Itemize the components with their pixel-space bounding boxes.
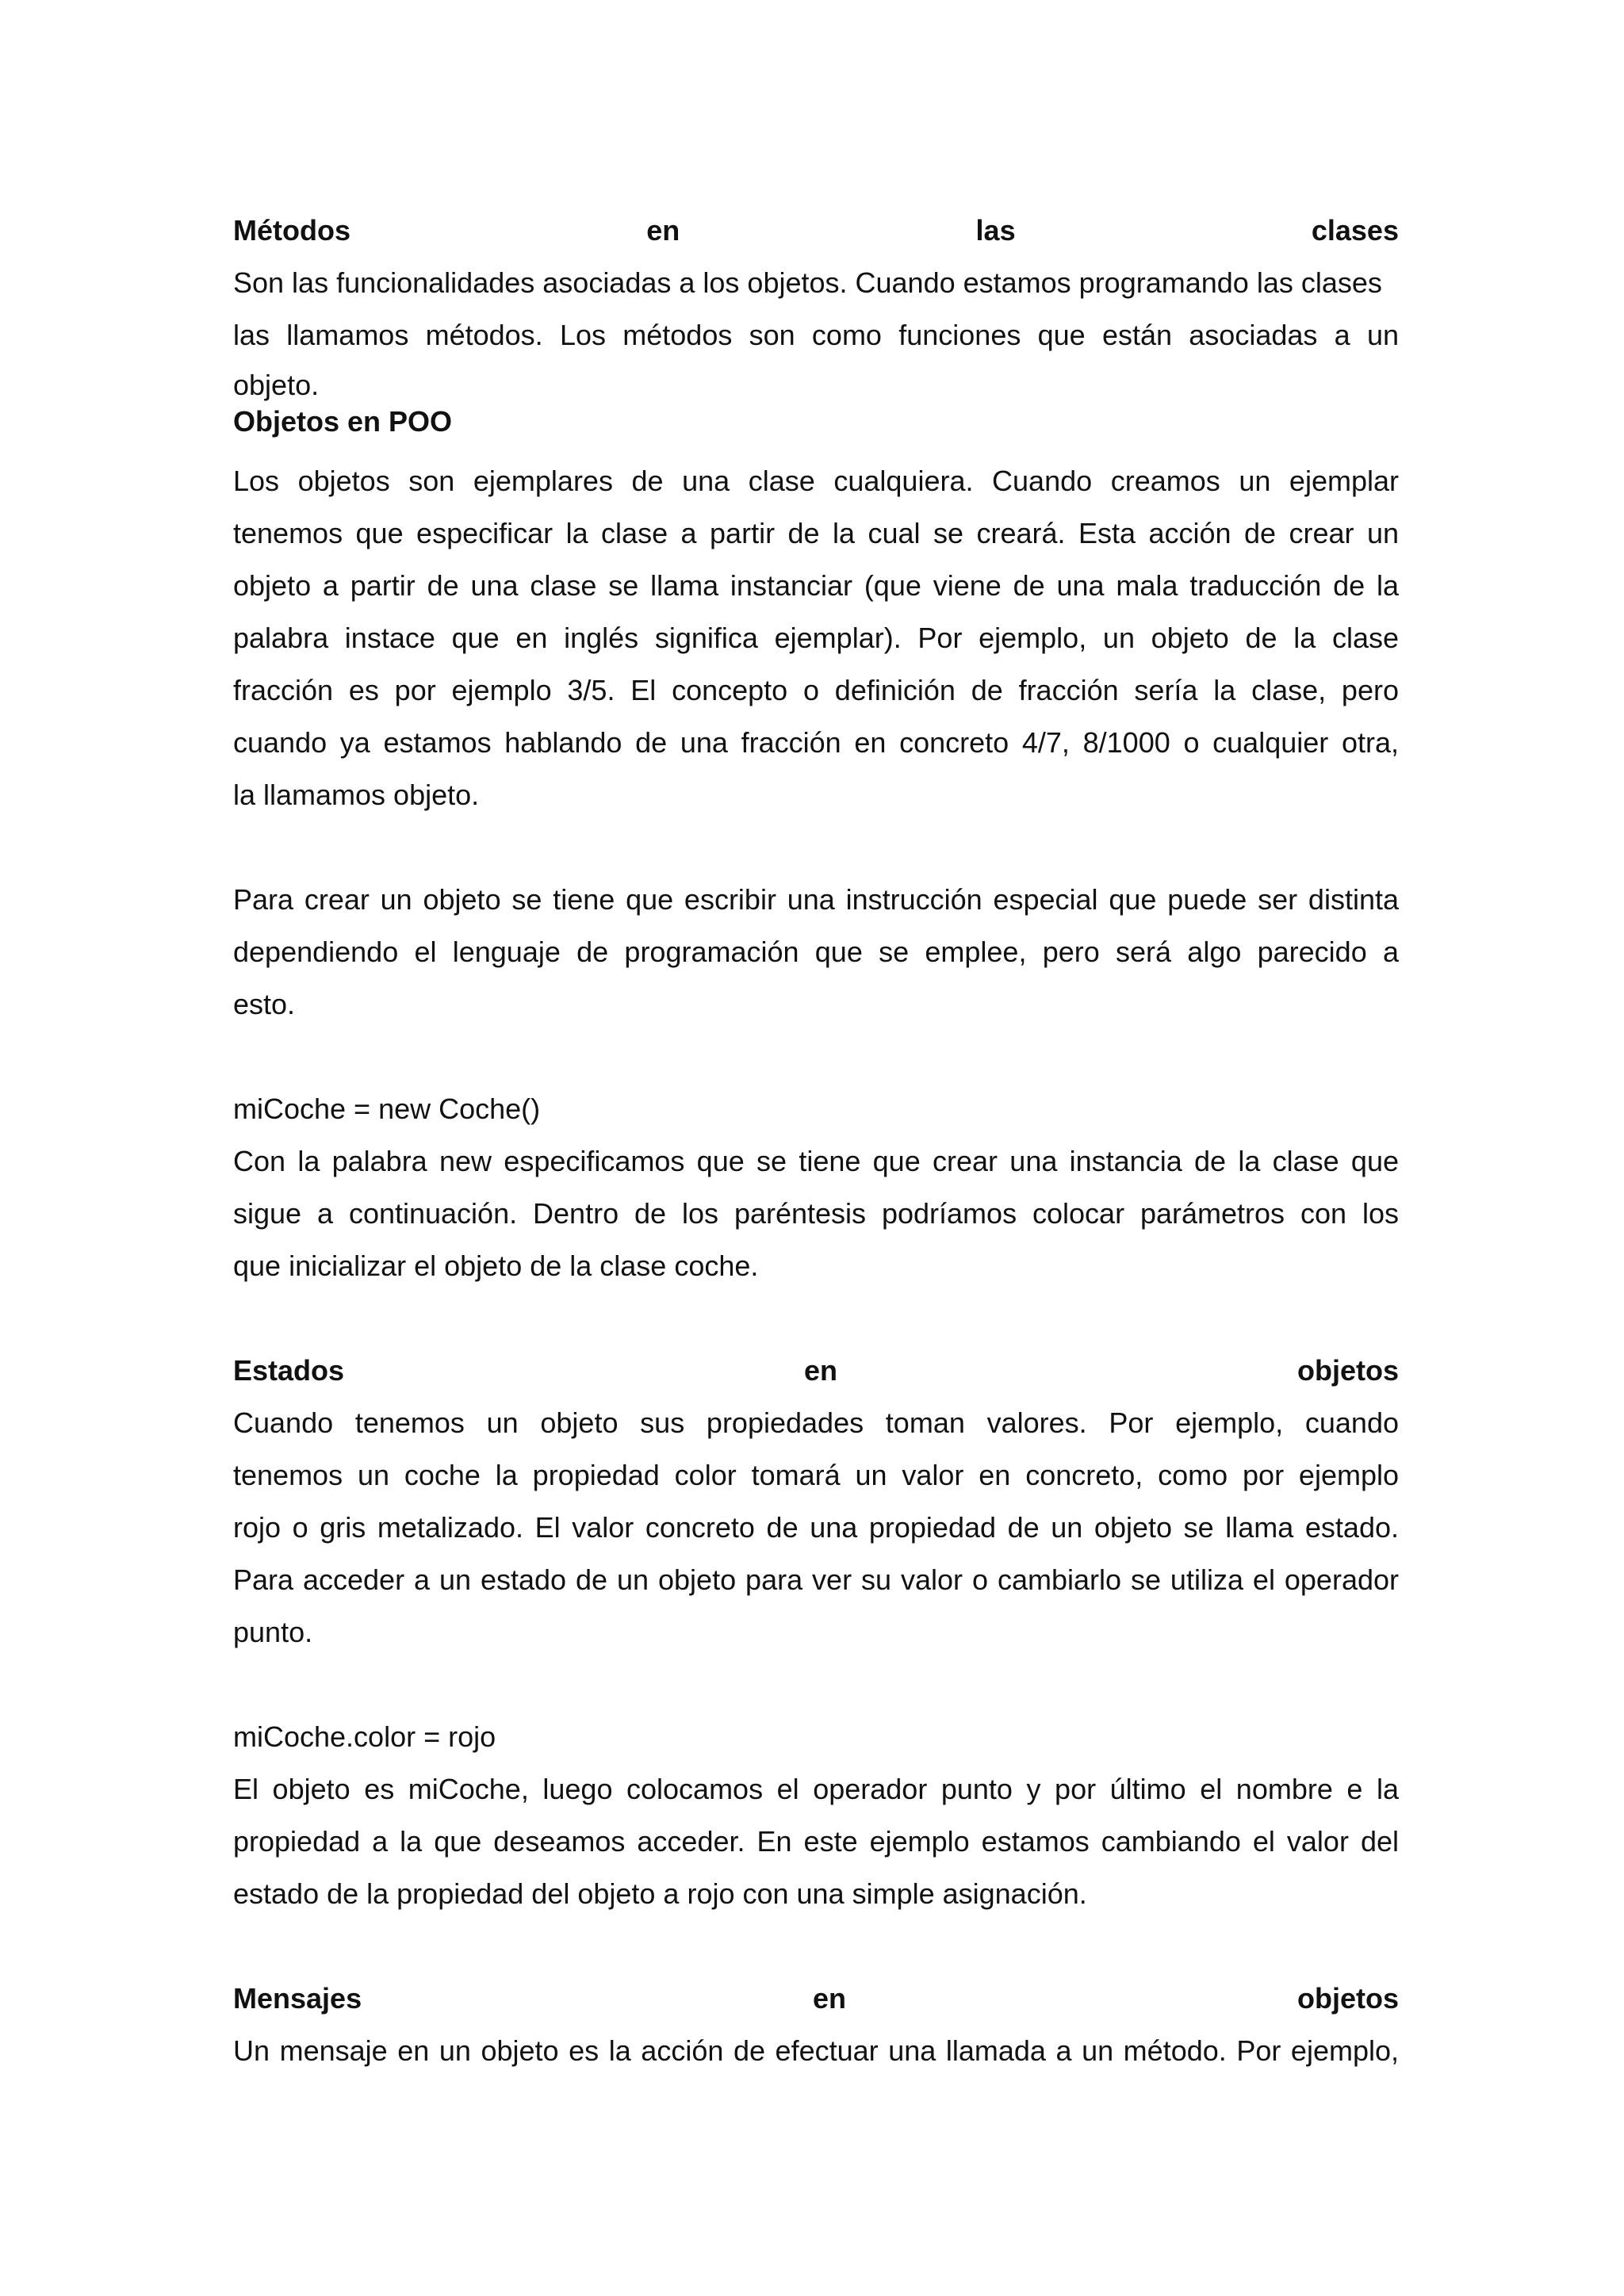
paragraph-objetos-3 — [233, 1135, 1399, 1292]
text-line: dependiendo el lenguaje de programación que se emplee, pero será algo parecido a — [233, 936, 1399, 968]
heading-word: en — [646, 214, 680, 247]
text-line: objeto a partir de una clase se llama instanciar (que viene de una mala traducción de la — [233, 569, 1399, 602]
text-line: punto. — [233, 1616, 313, 1648]
text-line: propiedad a la que deseamos acceder. En este ejemplo estamos cambiando el valor del — [233, 1825, 1399, 1858]
text-line: objeto. — [233, 369, 320, 401]
paragraph-estados-1 — [233, 1397, 1399, 1659]
text-line: estado de la propiedad del objeto a rojo con una simple asignación. — [233, 1877, 1087, 1910]
text-line: El objeto es miCoche, luego colocamos el operador punto y por último el nombre e la — [233, 1773, 1399, 1805]
heading-word: en — [813, 1982, 847, 2015]
text-line: fracción es por ejemplo 3/5. El concepto o definición de fracción sería la clase, pero — [233, 674, 1399, 706]
heading-word: en — [804, 1354, 838, 1387]
heading-objetos-en-poo: Objetos en POO — [233, 405, 453, 438]
text-line: Para crear un objeto se tiene que escribir una instrucción especial que puede ser distinta — [233, 883, 1399, 916]
text-line: Un mensaje en un objeto es la acción de efectuar una llamada a un método. Por ejemplo, — [233, 2034, 1399, 2067]
spacer — [233, 821, 1399, 874]
spacer — [233, 1659, 1399, 1711]
text-line: esto. — [233, 988, 296, 1020]
text-line: Los objetos son ejemplares de una clase cualquiera. Cuando creamos un ejemplar — [233, 465, 1399, 497]
paragraph-metodos — [233, 257, 1399, 403]
heading-word: Métodos — [233, 214, 350, 247]
text-line: rojo o gris metalizado. El valor concreto de una propiedad de un objeto se llama estado. — [233, 1511, 1399, 1544]
spacer — [233, 1292, 1399, 1345]
spacer — [233, 1920, 1399, 1973]
heading-word: objetos — [1297, 1354, 1399, 1387]
heading-metodos-en-las-clases — [233, 205, 1399, 257]
text-line: tenemos un coche la propiedad color tomará un valor en concreto, como por ejemplo — [233, 1459, 1399, 1491]
text-line: cuando ya estamos hablando de una fracción en concreto 4/7, 8/1000 o cualquier otra, — [233, 726, 1399, 759]
heading-word: Mensajes — [233, 1982, 362, 2015]
text-line: Para acceder a un estado de un objeto para ver su valor o cambiarlo se utiliza el operador — [233, 1563, 1399, 1596]
paragraph-objetos-1 — [233, 455, 1399, 821]
code-example-color-rojo: miCoche.color = rojo — [233, 1720, 496, 1753]
heading-word: Estados — [233, 1354, 345, 1387]
text-line: las llamamos métodos. Los métodos son como funciones que están asociadas a un — [233, 319, 1399, 351]
paragraph-mensajes — [233, 2025, 1399, 2077]
code-example-new-coche: miCoche = new Coche() — [233, 1093, 541, 1125]
text-line: Con la palabra new especificamos que se tiene que crear una instancia de la clase que — [233, 1145, 1399, 1177]
text-line: tenemos que especificar la clase a partir de la cual se creará. Esta acción de crear un — [233, 517, 1399, 549]
heading-estados-en-objetos — [233, 1345, 1399, 1397]
spacer — [233, 1031, 1399, 1083]
paragraph-estados-2 — [233, 1763, 1399, 1920]
text-line: la llamamos objeto. — [233, 779, 480, 811]
text-line: que inicializar el objeto de la clase coche. — [233, 1249, 759, 1282]
heading-word: las — [975, 214, 1016, 247]
text-line: palabra instace que en inglés significa ejemplar). Por ejemplo, un objeto de la clase — [233, 622, 1399, 654]
paragraph-objetos-2 — [233, 874, 1399, 1031]
heading-word: clases — [1311, 214, 1399, 247]
document-page — [233, 205, 1399, 2077]
text-line: sigue a continuación. Dentro de los paréntesis podríamos colocar parámetros con los — [233, 1197, 1399, 1230]
heading-mensajes-en-objetos — [233, 1973, 1399, 2025]
text-line: Son las funcionalidades asociadas a los objetos. Cuando estamos programando las clases — [233, 266, 1382, 299]
heading-word: objetos — [1297, 1982, 1399, 2015]
text-line: Cuando tenemos un objeto sus propiedades toman valores. Por ejemplo, cuando — [233, 1406, 1399, 1439]
